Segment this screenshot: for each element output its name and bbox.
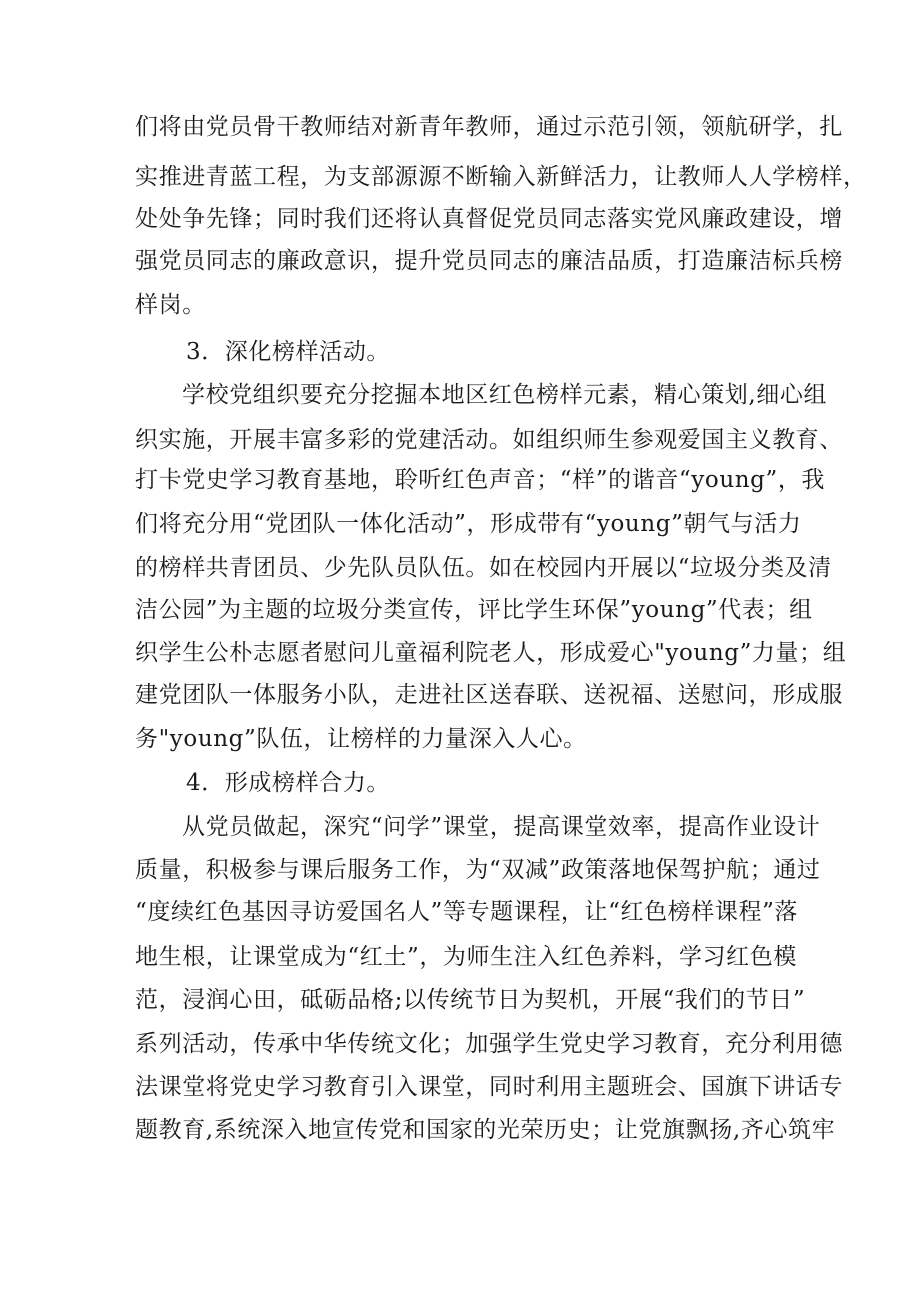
paragraph-line: 的榜样共青团员、少先队员队伍。如在校园内开展以“垃圾分类及清: [135, 555, 832, 581]
paragraph-line: 题教育,系统深入地宣传党和国家的光荣历史；让党旗飘扬,齐心筑牢: [135, 1117, 836, 1143]
paragraph-line: 系列活动，传承中华传统文化；加强学生党史学习教育，充分利用德: [135, 1031, 843, 1057]
paragraph-line: 从党员做起，深究“问学”课堂，提高课堂效率，提高作业设计: [182, 814, 821, 840]
paragraph-line: 织学生公朴志愿者慰问儿童福利院老人，形成爱心"young”力量；组: [135, 640, 847, 666]
paragraph-line: 法课堂将党史学习教育引入课堂，同时利用主题班会、国旗下讲话专: [135, 1074, 843, 1100]
paragraph-line: 强党员同志的廉政意识，提升党员同志的廉洁品质，打造廉洁标兵榜: [135, 248, 843, 274]
paragraph-line: 范，浸润心田，砥砺品格;以传统节日为契机，开展“我们的节日”: [135, 987, 806, 1013]
paragraph-line: 学校党组织要充分挖掘本地区红色榜样元素，精心策划,细心组: [182, 382, 828, 408]
paragraph-line: 们将充分用“党团队一体化活动”，形成带有“young”朝气与活力: [135, 511, 802, 537]
paragraph-line: 处处争先锋；同时我们还将认真督促党员同志落实党风廉政建设，增: [135, 206, 843, 232]
paragraph-line: 们将由党员骨干教师结对新青年教师，通过示范引领，领航研学，扎: [135, 114, 843, 140]
paragraph-line: 洁公园”为主题的垃圾分类宣传，评比学生环保”young”代表；组: [135, 597, 813, 623]
paragraph-line: 实推进青蓝工程，为支部源源不断输入新鲜活力，让教师人人学榜样，: [135, 164, 867, 190]
paragraph-line: “度续红色基因寻访爱国名人”等专题课程，让“红色榜样课程”落: [135, 899, 799, 925]
paragraph-line: 样岗。: [135, 292, 206, 318]
paragraph-line: 地生根，让课堂成为“红土”，为师生注入红色养料，学习红色模: [135, 944, 797, 970]
paragraph-line: 织实施，开展丰富多彩的党建活动。如组织师生参观爱国主义教育、: [135, 427, 843, 453]
paragraph-line: 质量，积极参与课后服务工作，为“双减”政策落地保驾护航；通过: [135, 857, 821, 883]
paragraph-line: 务"young”队伍，让榜样的力量深入人心。: [135, 726, 587, 752]
section-heading: 4．形成榜样合力。: [186, 770, 391, 796]
paragraph-line: 建党团队一体服务小队，走进社区送春联、送祝福、送慰问，形成服: [135, 682, 843, 708]
section-heading: 3．深化榜样活动。: [186, 339, 391, 365]
paragraph-line: 打卡党史学习教育基地，聆听红色声音；“样”的谐音“young”，我: [135, 467, 826, 493]
